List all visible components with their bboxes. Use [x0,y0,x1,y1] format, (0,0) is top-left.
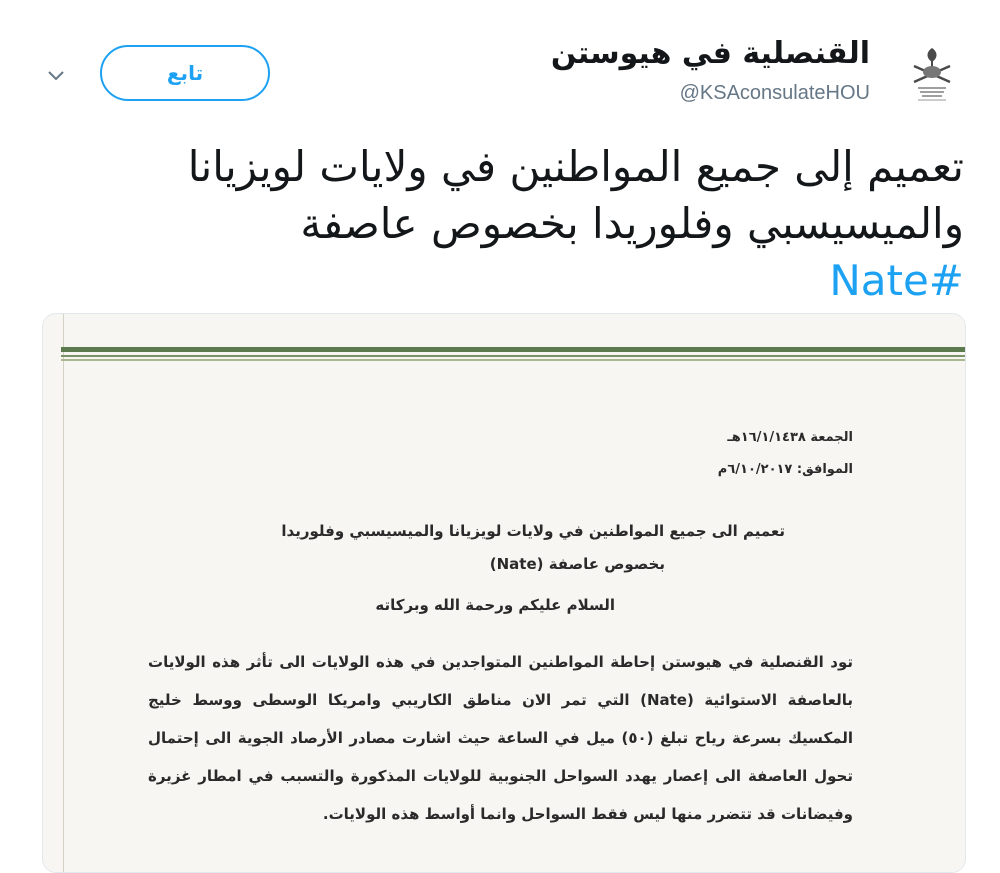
document-body: تود القنصلية في هيوستن إحاطة المواطنين المتواجدين في هذه الولايات الى تأثر هذه الولايات بالعاصفة الاستوائية (Nate) التي تمر الان مناطق الكاريبي وامريكا الوسطى ووسط خليج المكسيك بسرعة رياح تبلغ (٥٠) ميل في الساعة حيث اشارت مصادر الأرصاد الجوية الى إحتمال تحول العاصفة الى إعصار يهدد السواحل الجنوبية للولايات المذكورة والتسبب في امطار غزيرة وفيضانات قد تتضرر منها ليس فقط السواحل وانما أواسط هذه الولايات. [148,653,853,823]
header-rule [61,359,965,361]
saudi-emblem-icon [904,42,960,106]
author-names[interactable] [551,34,870,108]
user-handle[interactable]: @KSAconsulateHOU [679,82,870,104]
display-name[interactable]: القنصلية في هيوستن [550,36,870,71]
document-date-hijri: الجمعة ١٦/١/١٤٣٨هـ [727,430,853,445]
document-greeting: السلام عليكم ورحمة الله وبركاته [375,596,615,614]
tweet-image[interactable] [42,313,966,873]
header-rule [61,347,965,352]
tweet-header [0,0,1000,130]
tweet-text [64,138,964,309]
follow-button[interactable]: تابع [100,45,270,101]
document-date-gregorian: الموافق: ٦/١٠/٢٠١٧م [717,462,853,477]
document-subject: تعميم الى جميع المواطنين في ولايات لويزيانا والميسيسبي وفلوريدا [281,522,785,540]
scanned-document [43,314,965,872]
header-rule [61,355,965,357]
tweet-body: تعميم إلى جميع المواطنين في ولايات لويزيانا والميسيسبي وفلوريدا بخصوص عاصفة [187,142,964,248]
avatar[interactable] [896,38,968,110]
chevron-down-icon[interactable] [42,62,70,90]
document-subject-line2: بخصوص عاصفة (Nate) [489,555,665,573]
page-edge [63,314,64,872]
hashtag-link[interactable]: #Nate [829,256,964,305]
